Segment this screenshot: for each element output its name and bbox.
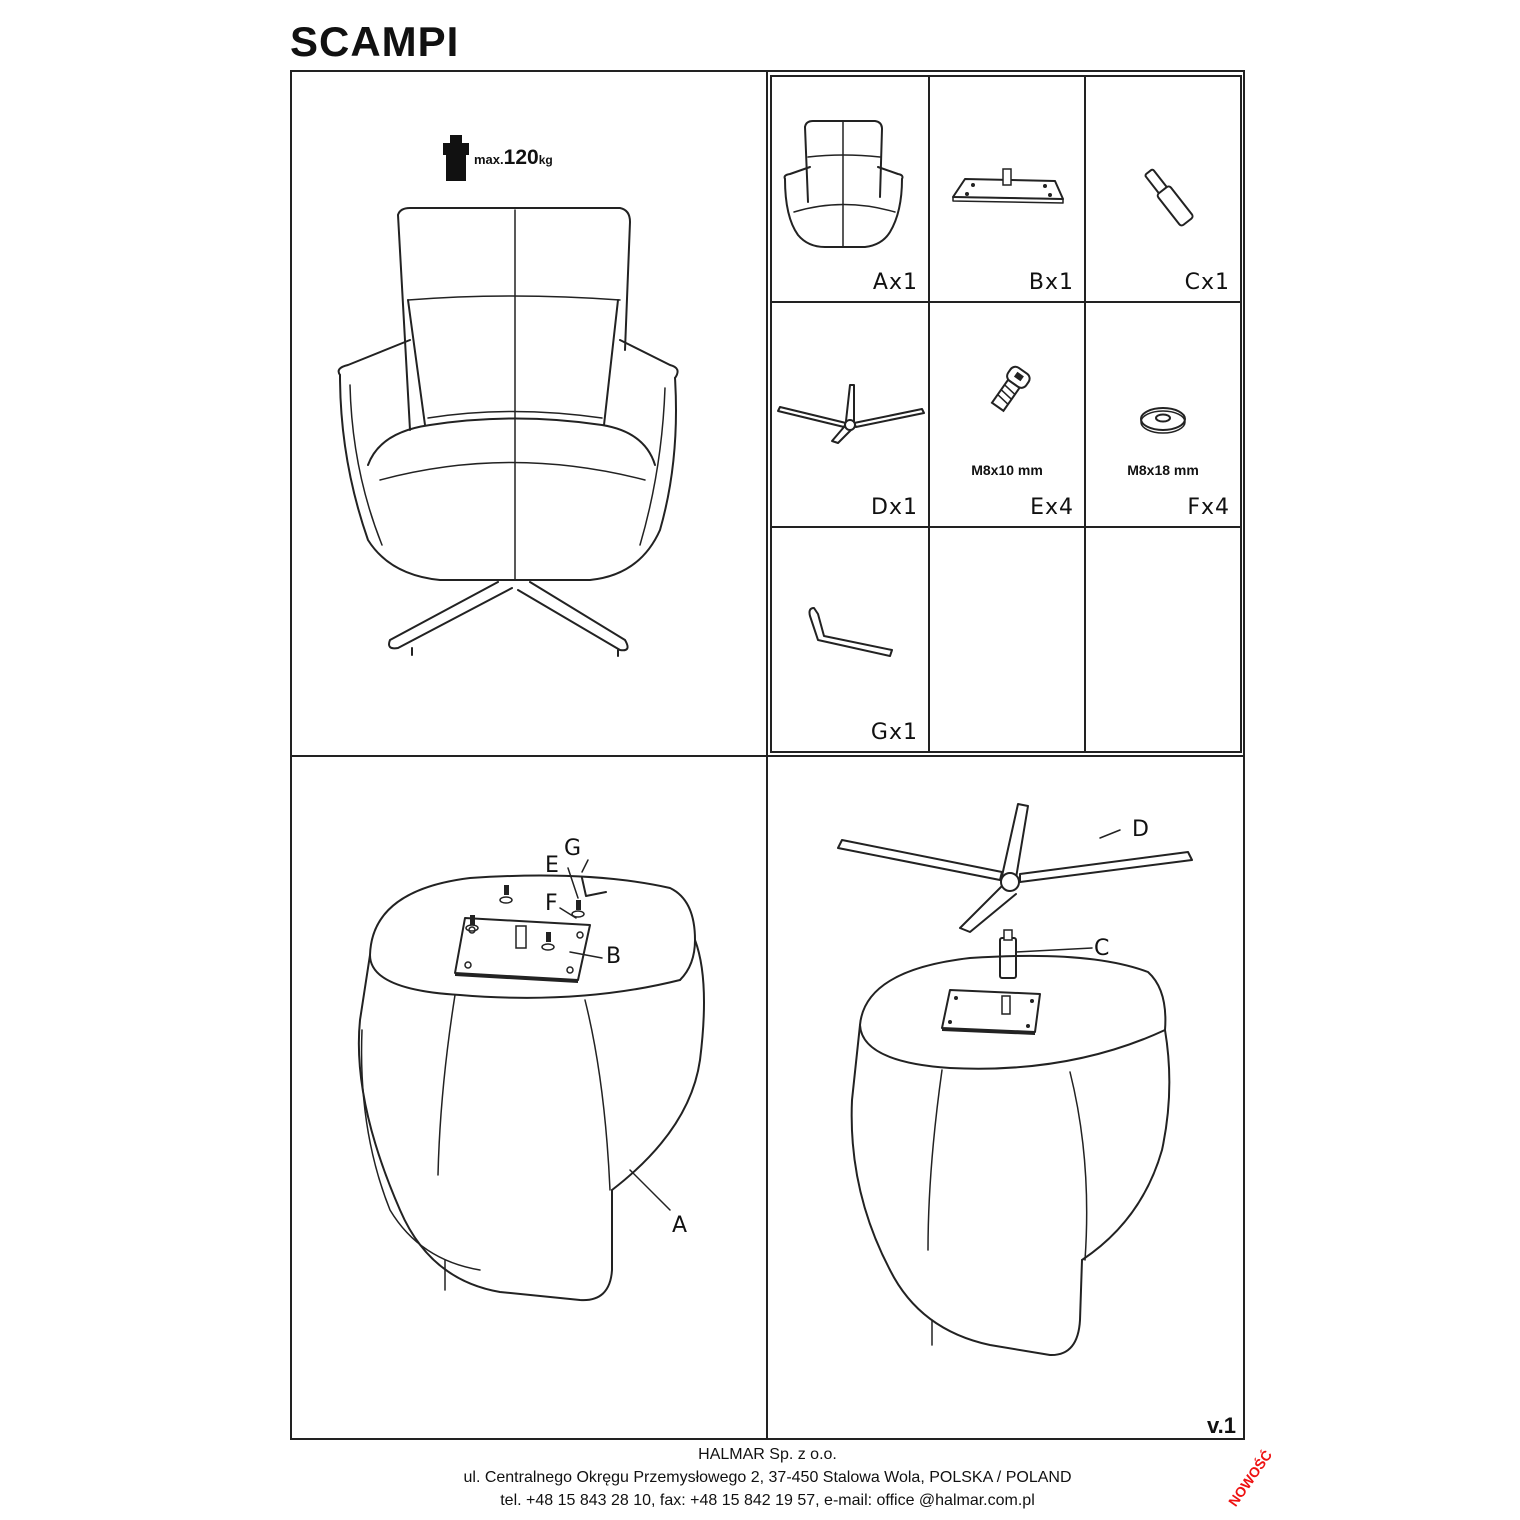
bolt-icon — [980, 361, 1040, 421]
armchair-drawing — [320, 200, 700, 670]
part-cell-c — [1086, 77, 1240, 301]
max-load-value: 120 — [503, 146, 539, 169]
max-load — [474, 146, 553, 170]
callout-c: C — [1094, 936, 1110, 961]
hex-key-icon — [802, 598, 902, 658]
part-label: Cx1 — [1184, 270, 1230, 295]
part-spec: M8x18 mm — [1127, 462, 1199, 478]
part-cell-f — [1086, 303, 1240, 526]
part-cell-e — [930, 303, 1084, 526]
part-label: Fx4 — [1187, 495, 1230, 520]
part-cell-d — [772, 303, 928, 526]
parts-list — [770, 75, 1242, 753]
callout-e: E — [545, 853, 559, 878]
callout-d: D — [1132, 817, 1149, 842]
part-cell-a — [772, 77, 928, 301]
max-load-unit: kg — [538, 153, 553, 167]
part-spec: M8x10 mm — [971, 462, 1043, 478]
chair-part-icon — [780, 117, 910, 257]
part-cell-empty — [930, 528, 1084, 751]
company-name: HALMAR Sp. z o.o. — [698, 1446, 837, 1463]
document-title: SCAMPI — [290, 18, 460, 65]
max-load-prefix: max. — [474, 152, 504, 167]
company-contact: tel. +48 15 843 28 10, fax: +48 15 842 19 57, e-mail: office @halmar.com.pl — [500, 1492, 1035, 1509]
step2-base-mounting — [830, 800, 1230, 1400]
company-address: ul. Centralnego Okręgu Przemysłowego 2, 37-450 Stalowa Wola, POLSKA / POLAND — [463, 1469, 1072, 1486]
part-label: Gx1 — [870, 720, 918, 745]
pin-icon — [1131, 159, 1211, 239]
part-cell-b — [930, 77, 1084, 301]
callout-b: B — [606, 944, 622, 969]
part-label: Ex4 — [1030, 495, 1074, 520]
step1-plate-mounting — [350, 830, 750, 1350]
part-label: Dx1 — [871, 495, 918, 520]
mounting-plate-icon — [945, 167, 1070, 237]
part-cell-g — [772, 528, 928, 751]
callout-f: F — [545, 891, 558, 916]
washer-icon — [1133, 399, 1193, 439]
frame-divider-horizontal — [290, 755, 1245, 757]
part-cell-empty — [1086, 528, 1240, 751]
company-footer — [290, 1443, 1245, 1512]
callout-a: A — [672, 1213, 688, 1238]
callout-g: G — [564, 836, 582, 861]
new-badge: NOWOŚĆ — [1225, 1447, 1276, 1510]
part-label: Bx1 — [1028, 270, 1074, 295]
version-label: v.1 — [1207, 1413, 1236, 1438]
base-star-icon — [774, 383, 928, 453]
part-label: Ax1 — [872, 270, 918, 295]
